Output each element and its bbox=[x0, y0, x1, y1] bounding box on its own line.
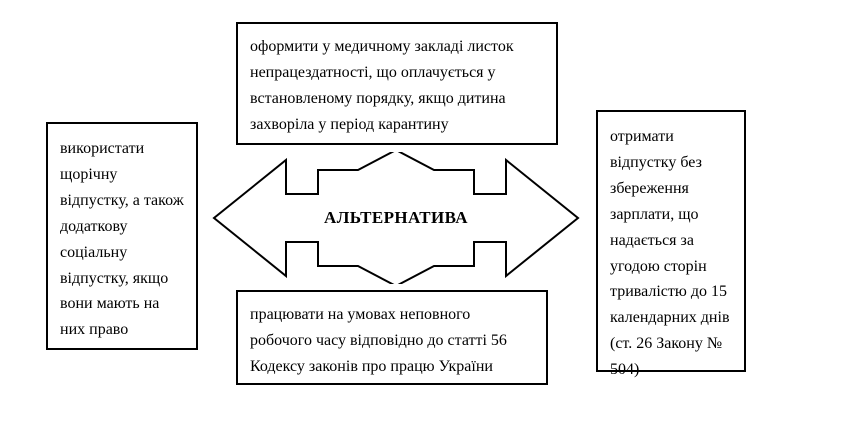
four-way-arrow-icon bbox=[206, 152, 586, 284]
center-label: АЛЬТЕРНАТИВА bbox=[324, 208, 468, 227]
option-box-left: використати щорічну відпустку, а також додаткову соціальну відпустку, якщо вони мають на них право bbox=[46, 122, 198, 350]
option-box-right: отримати відпустку без збереження зарплати, що надається за угодою сторін тривалістю до 15 календарних днів (ст. 26 Закону № 504) bbox=[596, 110, 746, 372]
option-box-bottom: працювати на умовах неповного робочого часу відповідно до статті 56 Кодексу законів про працю України bbox=[236, 290, 548, 385]
option-box-top: оформити у медичному закладі листок непрацездатності, що оплачується у встановленому порядку, якщо дитина захворіла у період карантину bbox=[236, 22, 558, 145]
